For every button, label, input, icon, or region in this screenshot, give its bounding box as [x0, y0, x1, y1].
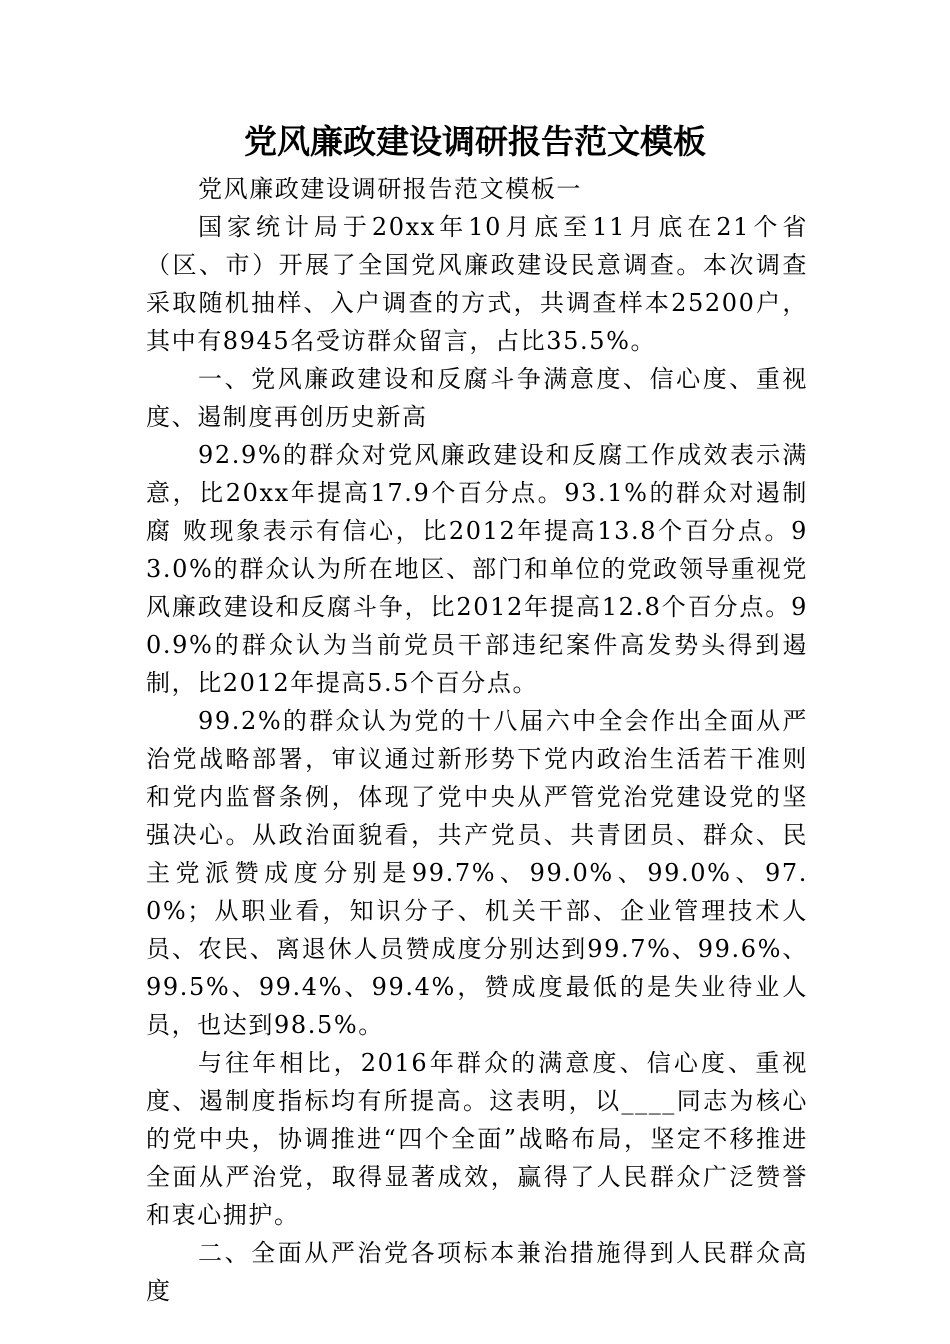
document-body: [146, 170, 808, 1310]
section-heading-1: 一、党风廉政建设和反腐斗争满意度、信心度、重视度、遏制度再创历史新高: [146, 365, 808, 431]
subtitle-paragraph: 党风廉政建设调研报告范文模板一: [198, 175, 582, 203]
intro-paragraph: 国家统计局于20xx年10月底至11月底在21个省（区、市）开展了全国党风廉政建设民意调查。本次调查采取随机抽样、入户调查的方式，共调查样本25200户，其中有8945名受访群众留言，占比35.5%。: [146, 213, 808, 355]
body-paragraph: 99.2%的群众认为党的十八届六中全会作出全面从严治党战略部署，审议通过新形势下党内政治生活若干准则和党内监督条例，体现了党中央从严管党治党建设党的坚强决心。从政治面貌看，共产党员、共青团员、群众、民主党派赞成度分别是99.7%、99.0%、99.0%、97.0%；从职业看，知识分子、机关干部、企业管理技术人员、农民、离退休人员赞成度分别达到99.7%、99.6%、99.5%、99.4%、99.4%，赞成度最低的是失业待业人员，也达到98.5%。: [146, 707, 808, 1039]
document-title: 党风廉政建设调研报告范文模板: [244, 122, 706, 161]
body-paragraph: 92.9%的群众对党风廉政建设和反腐工作成效表示满意，比20xx年提高17.9个百分点。93.1%的群众对遏制腐 败现象表示有信心，比2012年提高13.8个百分点。93.0%的群众认为所在地区、部门和单位的党政领导重视党风廉政建设和反腐斗争，比2012年提高12.8个百分点。90.9%的群众认为当前党员干部违纪案件高发势头得到遏制，比2012年提高5.5个百分点。: [146, 441, 808, 697]
body-paragraph: 与往年相比，2016年群众的满意度、信心度、重视度、遏制度指标均有所提高。这表明，以____同志为核心的党中央，协调推进“四个全面”战略布局，坚定不移推进全面从严治党，取得显著成效，赢得了人民群众广泛赞誉和衷心拥护。: [146, 1049, 808, 1229]
section-heading-2: 二、全面从严治党各项标本兼治措施得到人民群众高度: [146, 1239, 808, 1305]
